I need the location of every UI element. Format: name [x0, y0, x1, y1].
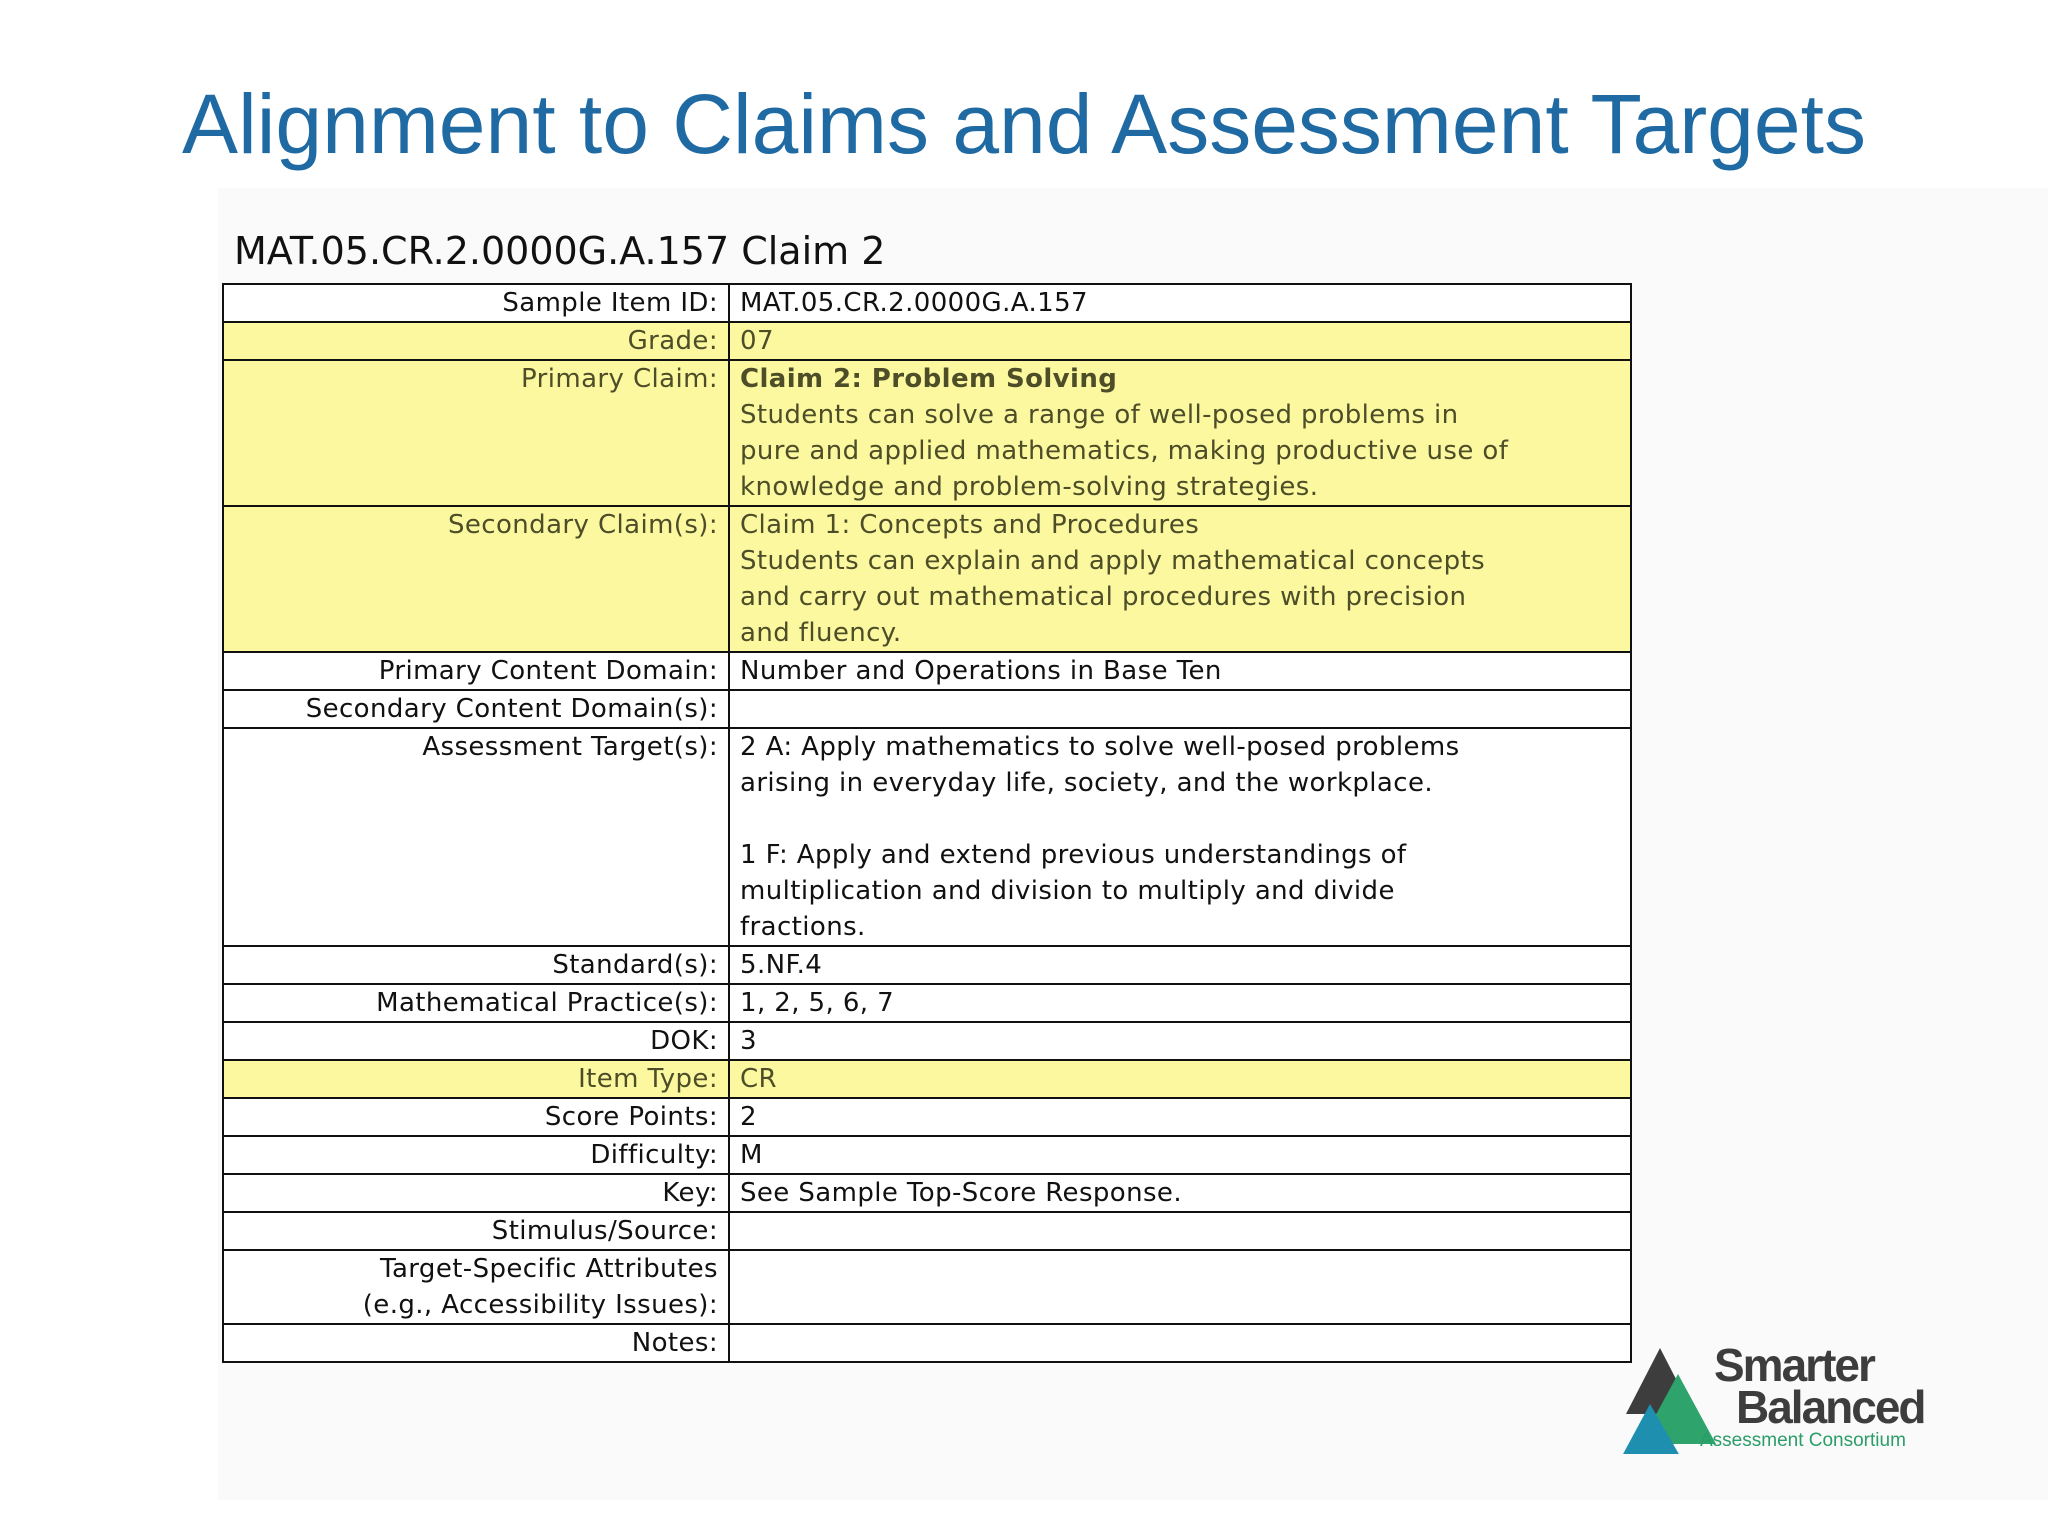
label-key: Key:	[223, 1174, 729, 1212]
value-difficulty: M	[729, 1136, 1631, 1174]
row-grade	[223, 322, 1631, 360]
value-secondary-content-domains	[729, 690, 1631, 728]
row-primary-claim	[223, 360, 1631, 506]
row-notes	[223, 1324, 1631, 1362]
value-key: See Sample Top-Score Response.	[729, 1174, 1631, 1212]
label-standards: Standard(s):	[223, 946, 729, 984]
logo-tagline: Assessment Consortium	[1700, 1430, 1906, 1451]
value-standards: 5.NF.4	[729, 946, 1631, 984]
row-score-points	[223, 1098, 1631, 1136]
primary-claim-title: Claim 2: Problem Solving	[740, 364, 1118, 394]
row-sample-item-id	[223, 284, 1631, 322]
value-assessment-targets	[729, 728, 1631, 946]
label-line: Target-Specific Attributes	[379, 1254, 718, 1284]
secondary-claim-line: Students can explain and apply mathematical concepts	[740, 546, 1486, 576]
primary-claim-text-line: knowledge and problem-solving strategies.	[740, 472, 1319, 502]
label-primary-claim: Primary Claim:	[223, 360, 729, 506]
logo-wordmark-line1: Smarter	[1714, 1339, 1874, 1391]
label-secondary-claims: Secondary Claim(s):	[223, 506, 729, 652]
primary-claim-text-line: Students can solve a range of well-posed problems in	[740, 400, 1459, 430]
label-target-specific-attributes	[223, 1250, 729, 1324]
value-item-type: CR	[729, 1060, 1631, 1098]
row-dok	[223, 1022, 1631, 1060]
label-stimulus-source: Stimulus/Source:	[223, 1212, 729, 1250]
smarter-balanced-logo	[1620, 1340, 1960, 1455]
target-spacer	[740, 801, 1620, 837]
row-secondary-content-domains	[223, 690, 1631, 728]
value-grade: 07	[729, 322, 1631, 360]
value-score-points: 2	[729, 1098, 1631, 1136]
item-metadata-table	[222, 283, 1632, 1363]
label-item-type: Item Type:	[223, 1060, 729, 1098]
item-heading: MAT.05.CR.2.0000G.A.157 Claim 2	[234, 229, 886, 273]
value-notes	[729, 1324, 1631, 1362]
row-assessment-targets	[223, 728, 1631, 946]
label-line: (e.g., Accessibility Issues):	[362, 1290, 718, 1320]
assessment-target-line: 2 A: Apply mathematics to solve well-posed problems	[740, 732, 1460, 762]
value-secondary-claims	[729, 506, 1631, 652]
label-grade: Grade:	[223, 322, 729, 360]
label-score-points: Score Points:	[223, 1098, 729, 1136]
label-primary-content-domain: Primary Content Domain:	[223, 652, 729, 690]
value-sample-item-id: MAT.05.CR.2.0000G.A.157	[729, 284, 1631, 322]
row-difficulty	[223, 1136, 1631, 1174]
row-key	[223, 1174, 1631, 1212]
secondary-claim-line: and fluency.	[740, 618, 902, 648]
slide-title: Alignment to Claims and Assessment Targets	[182, 77, 1866, 171]
value-dok: 3	[729, 1022, 1631, 1060]
assessment-target-line: 1 F: Apply and extend previous understandings of	[740, 840, 1407, 870]
row-primary-content-domain	[223, 652, 1631, 690]
row-item-type	[223, 1060, 1631, 1098]
row-target-specific-attributes	[223, 1250, 1631, 1324]
row-secondary-claims	[223, 506, 1631, 652]
label-notes: Notes:	[223, 1324, 729, 1362]
assessment-target-line: fractions.	[740, 912, 866, 942]
value-primary-claim	[729, 360, 1631, 506]
value-mathematical-practices: 1, 2, 5, 6, 7	[729, 984, 1631, 1022]
value-primary-content-domain: Number and Operations in Base Ten	[729, 652, 1631, 690]
label-secondary-content-domains: Secondary Content Domain(s):	[223, 690, 729, 728]
label-mathematical-practices: Mathematical Practice(s):	[223, 984, 729, 1022]
label-sample-item-id: Sample Item ID:	[223, 284, 729, 322]
row-stimulus-source	[223, 1212, 1631, 1250]
label-dok: DOK:	[223, 1022, 729, 1060]
label-assessment-targets: Assessment Target(s):	[223, 728, 729, 946]
value-target-specific-attributes	[729, 1250, 1631, 1324]
row-mathematical-practices	[223, 984, 1631, 1022]
secondary-claim-line: Claim 1: Concepts and Procedures	[740, 510, 1200, 540]
value-stimulus-source	[729, 1212, 1631, 1250]
secondary-claim-line: and carry out mathematical procedures with precision	[740, 582, 1467, 612]
row-standards	[223, 946, 1631, 984]
primary-claim-text-line: pure and applied mathematics, making productive use of	[740, 436, 1509, 466]
label-difficulty: Difficulty:	[223, 1136, 729, 1174]
assessment-target-line: arising in everyday life, society, and the workplace.	[740, 768, 1434, 798]
assessment-target-line: multiplication and division to multiply and divide	[740, 876, 1395, 906]
logo-wordmark-line2: Balanced	[1736, 1381, 1925, 1433]
